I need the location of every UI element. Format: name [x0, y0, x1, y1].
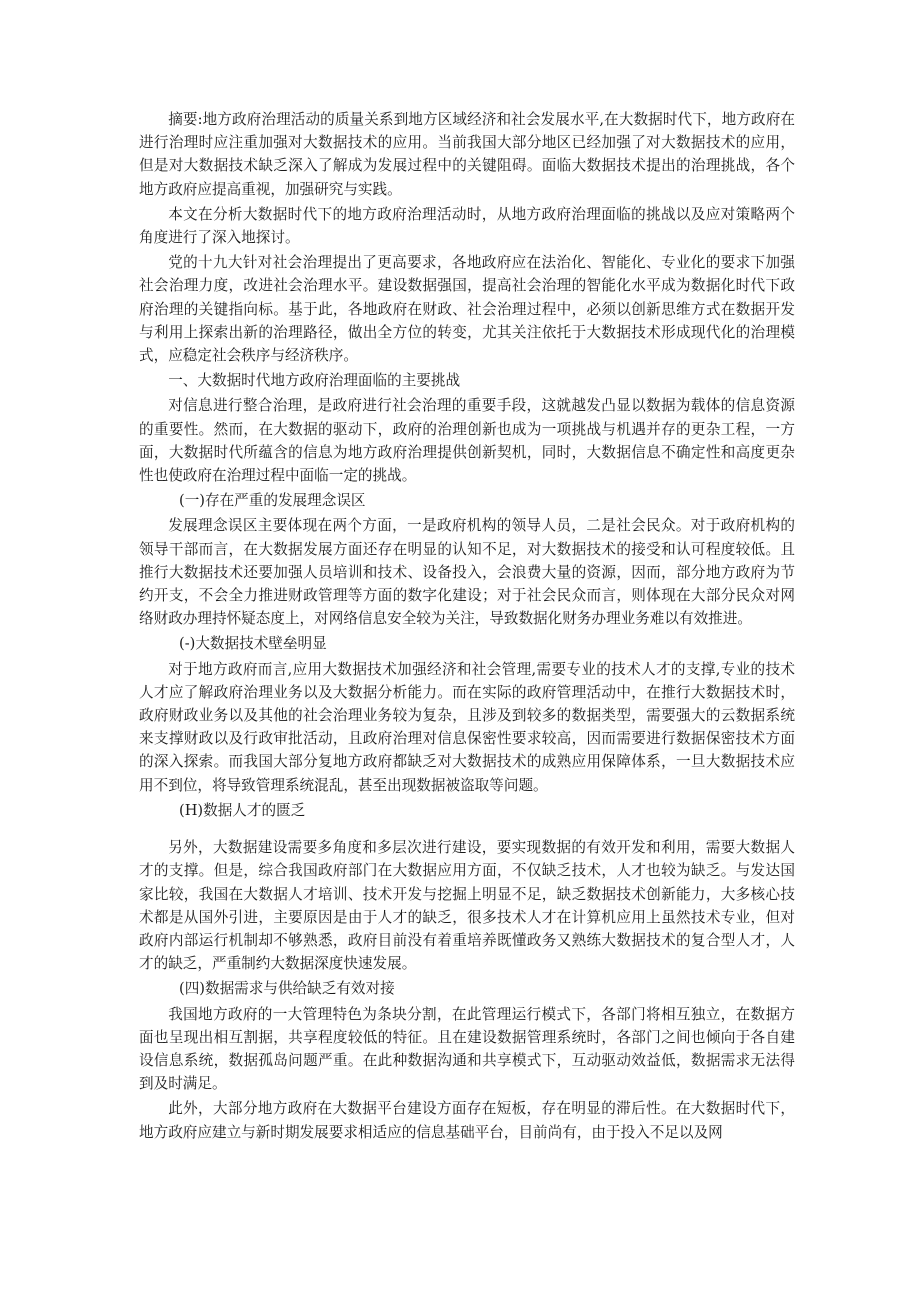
document-body	[139, 108, 795, 1146]
body-paragraph: 发展理念误区主要体现在两个方面，一是政府机构的领导人员，二是社会民众。对于政府机构的领导干部而言，在大数据发展方面还存在明显的认知不足，对大数据技术的接受和认可程度较低。且推行大数据技术还要加强人员培训和技术、设备投入，会浪费大量的资源，因而，部分地方政府为节约开支，不会全力推进财政管理等方面的数字化建设；对于社会民众而言，则体现在大部分民众对网络财政办理持怀疑态度上，对网络信息安全较为关注，导致数据化财务办理业务难以有效推进。	[139, 517, 795, 628]
body-paragraph: 我国地方政府的一大管理特色为条块分割，在此管理运行模式下，各部门将相互独立，在数据方面也呈现出相互割据，共享程度较低的特征。且在建设数据管理系统时，各部门之间也倾向于各自建设信息系统，数据孤岛问题严重。在此种数据沟通和共享模式下，互动驱动效益低，数据需求无法得到及时满足。	[139, 1005, 795, 1093]
body-paragraph: 对于地方政府而言,应用大数据技术加强经济和社会管理,需要专业的技术人才的支撑,专业的技术人才应了解政府治理业务以及大数据分析能力。而在实际的政府管理活动中，在推行大数据技术时，政府财政业务以及其他的社会治理业务较为复杂，且涉及到较多的数据类型，需要强大的云数据系统来支撑财政以及行政审批活动，且政府治理对信息保密性要求较高，因而需要进行数据保密技术方面的深入探索。而我国大部分复地方政府都缺乏对大数据技术的成熟应用保障体系，一旦大数据技术应用不到位，将导致管理系统混乱，甚至出现数据被盗取等问题。	[139, 660, 795, 794]
abstract-paragraph: 摘要:地方政府治理活动的质量关系到地方区域经济和社会发展水平,在大数据时代下，地方政府在进行治理时应注重加强对大数据技术的应用。当前我国大部分地区已经加强了对大数据技术的应用，但是对大数据技术缺乏深入了解成为发展过程中的关键阻碍。面临大数据技术提出的治理挑战，各个地方政府应提高重视，加强研究与实践。	[139, 111, 795, 198]
section-intro-paragraph: 对信息进行整合治理，是政府进行社会治理的重要手段，这就越发凸显以数据为载体的信息资源的重要性。然而，在大数据的驱动下，政府的治理创新也成为一项挑战与机遇并存的更杂工程，一方面，大数据时代所蕴含的信息为地方政府治理提供创新契机，同时，大数据信息不确定性和高度更杂性也使政府在治理过程中面临一定的挑战。	[139, 397, 795, 485]
subsection-heading-4: (四)数据需求与供给缺乏有效对接	[179, 980, 395, 998]
subsection-heading-3: (H)数据人才的匮乏	[179, 801, 306, 819]
section-heading: 一、大数据时代地方政府治理面临的主要挑战	[168, 372, 461, 390]
subsection-heading-2: (-)大数据技术壁垒明显	[179, 635, 327, 653]
body-paragraph: 另外，大数据建设需要多角度和多层次进行建设，要实现数据的有效开发和利用，需要大数据人才的支撑。但是，综合我国政府部门在大数据应用方面，不仅缺乏技术，人才也较为缺乏。与发达国家比较，我国在大数据人才培训、技术开发与挖掘上明显不足，缺乏数据技术创新能力，大多核心技术都是从国外引进，主要原因是由于人才的缺乏，很多技术人才在计算机应用上虽然技术专业，但对政府内部运行机制却不够熟悉，政府目前没有着重培养既懂政务又熟练大数据技术的复合型人才，人才的缺乏，严重制约大数据深度快速发展。	[139, 839, 795, 973]
subsection-heading-1: (一)存在严重的发展理念误区	[179, 492, 366, 510]
body-paragraph: 此外，大部分地方政府在大数据平台建设方面存在短板，存在明显的滞后性。在大数据时代下，地方政府应建立与新时期发展要求相适应的信息基础平台，目前尚有，由于投入不足以及网	[139, 1100, 795, 1141]
intro-paragraph: 本文在分析大数据时代下的地方政府治理活动时，从地方政府治理面临的挑战以及应对策略两个角度进行了深入地探讨。	[139, 205, 795, 247]
background-paragraph: 党的十九大针对社会治理提出了更高要求，各地政府应在法治化、智能化、专业化的要求下加强社会治理力度，改进社会治理水平。建设数据强国，提高社会治理的智能化水平成为数据化时代下政府治理的关键指向标。基于此，各地政府在财政、社会治理过程中，必须以创新思维方式在数据开发与利用上探索出新的治理路径，做出全方位的转变，尤其关注依托于大数据技术形成现代化的治理模式，应稳定社会秩序与经济秩序。	[139, 254, 795, 365]
